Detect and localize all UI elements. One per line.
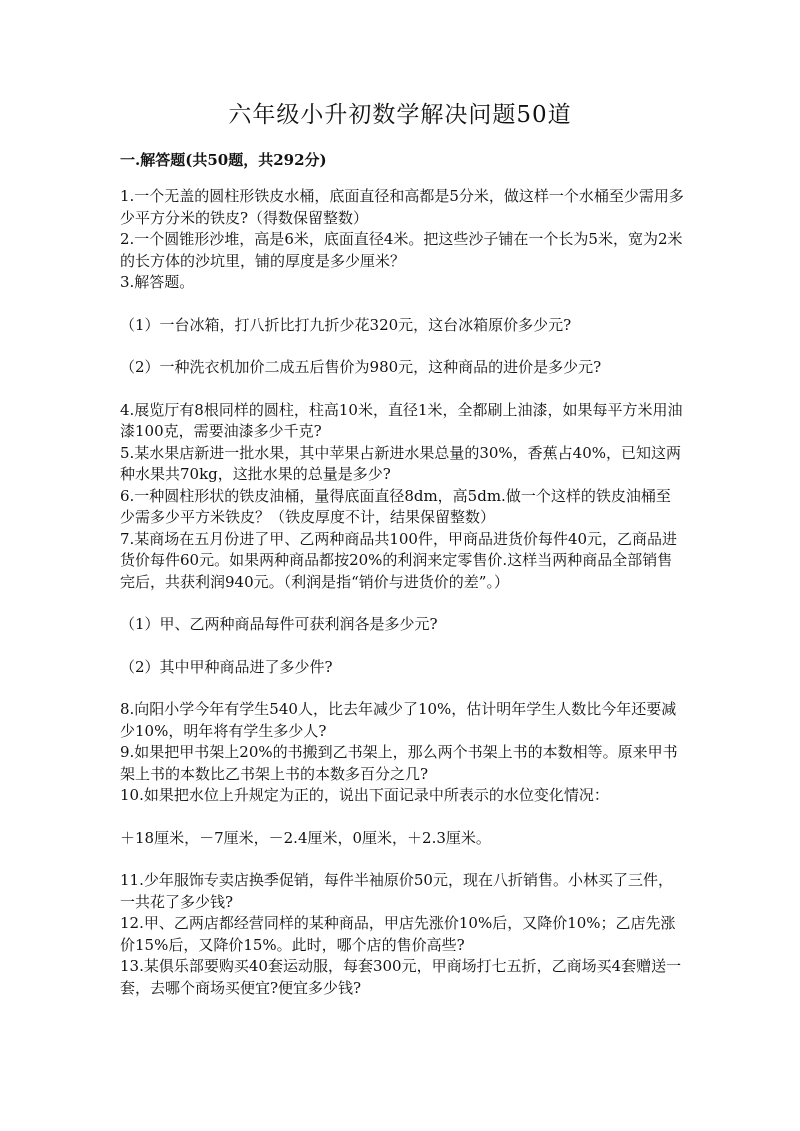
question-3-part-1: （1）一台冰箱，打八折比打九折少花320元，这台冰箱原价多少元? [120, 315, 572, 334]
spacer [120, 849, 685, 870]
question-10: 10.如果把水位上升规定为正的，说出下面记录中所表示的水位变化情况： [120, 786, 609, 804]
spacer [120, 294, 685, 315]
spacer [120, 807, 685, 828]
question-8: 8.向阳小学今年有学生540人，比去年减少了10%，估计明年学生人数比今年还要减少10%，明年将有学生多少人? [120, 700, 677, 740]
question-7: 7.某商场在五月份进了甲、乙两种商品共100件，甲商品进货价每件40元，乙商品进货价每件60元。如果两种商品都按20%的利润来定零售价.这样当两种商品全部销售完后，共获利润940元。（利润是指“销价与进货价的差”。） [120, 529, 678, 591]
spacer [120, 379, 685, 400]
question-5: 5.某水果店新进一批水果，其中苹果占新进水果总量的30%，香蕉占40%，已知这两种水果共70kg，这批水果的总量是多少? [120, 443, 681, 483]
question-3: 3.解答题。 [120, 273, 195, 291]
spacer [120, 636, 685, 657]
question-12: 12.甲、乙两店都经营同样的某种商品，甲店先涨价10%后，又降价10%；乙店先涨价15%后，又降价15%。此时，哪个店的售价高些? [120, 914, 676, 954]
question-9: 9.如果把甲书架上20%的书搬到乙书架上，那么两个书架上书的本数相等。原来甲书架上书的本数比乙书架上书的本数多百分之几? [120, 743, 678, 783]
question-7-part-1: （1）甲、乙两种商品每件可获利润各是多少元? [120, 615, 438, 633]
spacer [120, 593, 685, 614]
question-list [120, 186, 685, 999]
question-11: 11.少年服饰专卖店换季促销，每件半袖原价50元，现在八折销售。小林买了三件，一共花了多少钱? [120, 871, 673, 911]
question-2: 2.一个圆锥形沙堆，高是6米，底面直径4米。把这些沙子铺在一个长为5米，宽为2米的长方体的沙坑里，铺的厚度是多少厘米？ [120, 230, 683, 270]
question-13: 13.某俱乐部要购买40套运动服，每套300元，甲商场打七五折，乙商场买4套赠送一套，去哪个商场买便宜?便宜多少钱? [120, 957, 682, 997]
question-3-part-2: （2）一种洗衣机加价二成五后售价为980元，这种商品的进价是多少元? [120, 358, 602, 376]
question-7-part-2: （2）其中甲种商品进了多少件? [120, 657, 333, 676]
document-title: 六年级小升初数学解决问题50道 [228, 102, 572, 128]
question-6: 6.一种圆柱形状的铁皮油桶，量得底面直径8dm，高5dm.做一个这样的铁皮油桶至少需多少平方米铁皮？（铁皮厚度不计，结果保留整数） [120, 486, 671, 526]
question-10-values: ＋18厘米，－7厘米，－2.4厘米，0厘米，＋2.3厘米。 [120, 828, 491, 847]
question-4: 4.展览厅有8根同样的圆柱，柱高10米，直径1米，全都刷上油漆，如果每平方米用油漆100克，需要油漆多少千克? [120, 400, 683, 440]
section-heading: 一.解答题(共50题，共292分) [120, 151, 327, 169]
spacer [120, 336, 685, 357]
spacer [120, 678, 685, 699]
question-1: 1.一个无盖的圆柱形铁皮水桶，底面直径和高都是5分米，做这样一个水桶至少需用多少平方分米的铁皮?（得数保留整数） [120, 187, 684, 227]
